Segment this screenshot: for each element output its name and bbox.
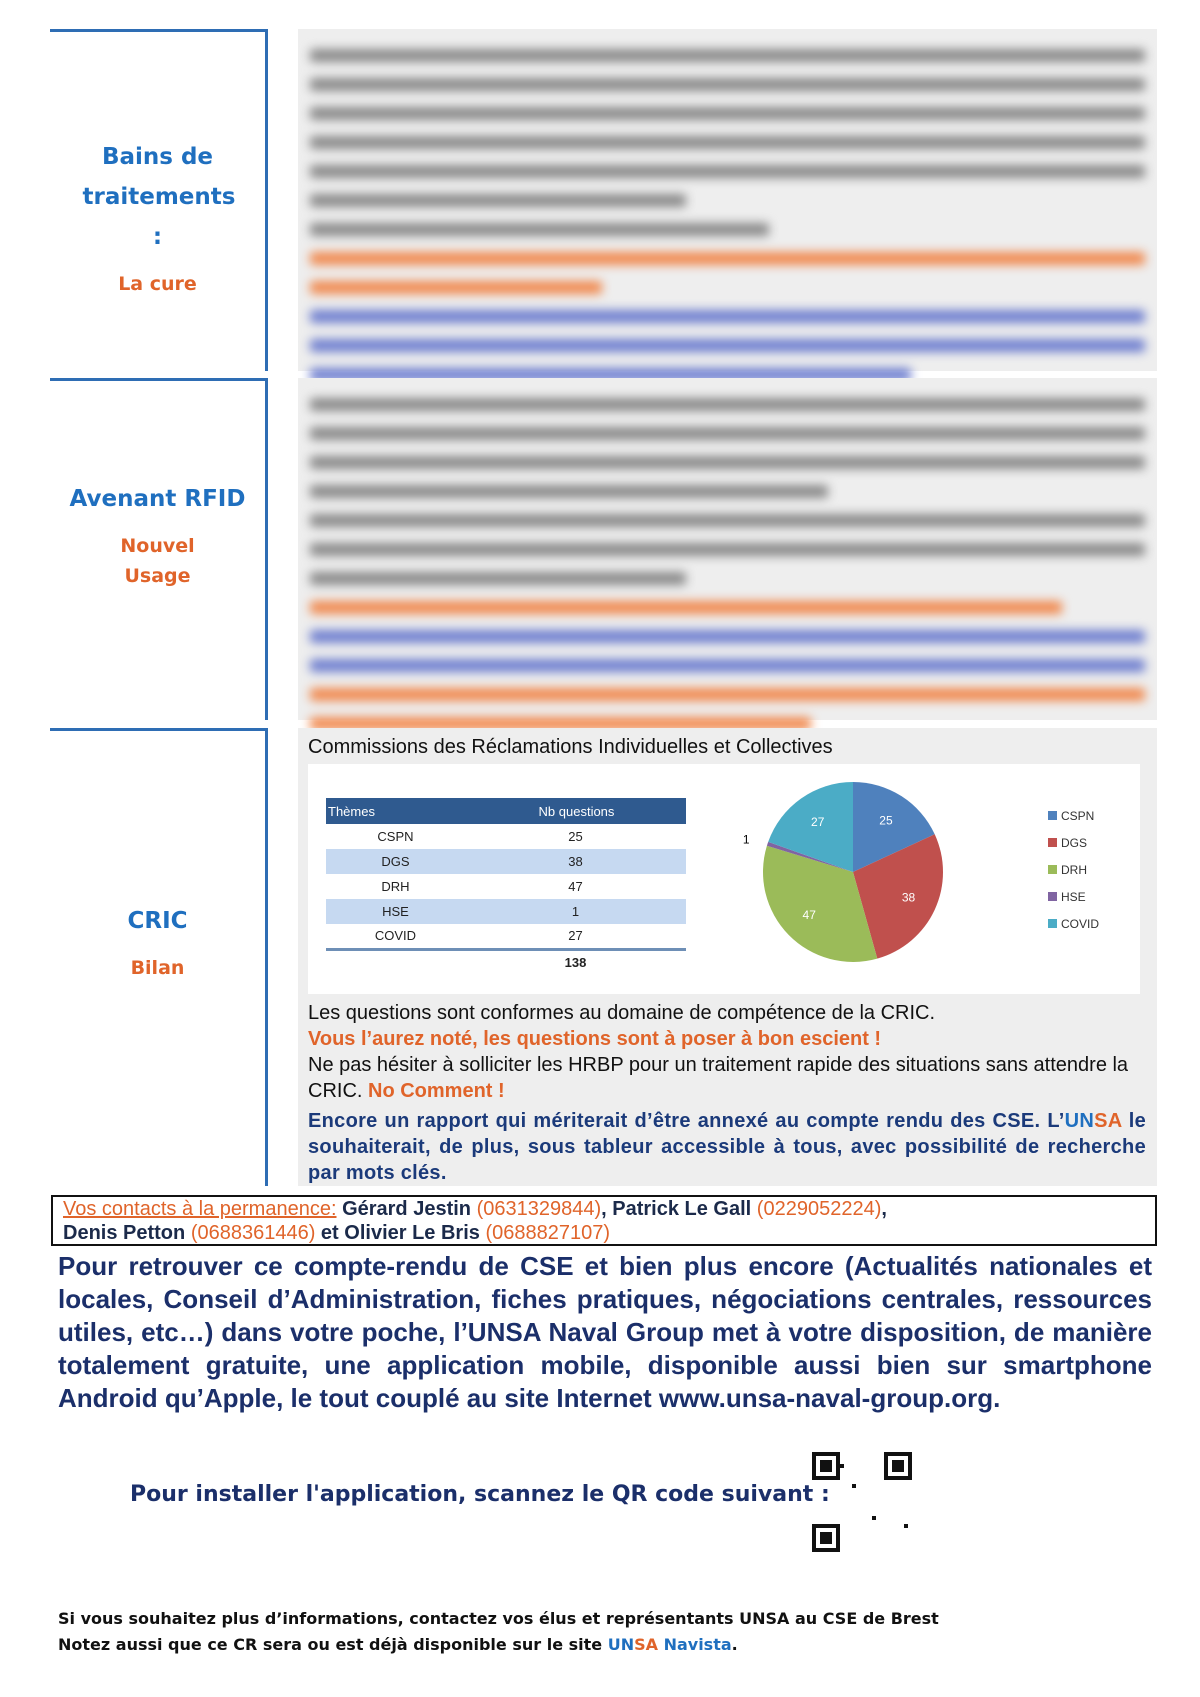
section-subtitle: Nouvel Usage (120, 535, 195, 587)
count-cell: 25 (568, 829, 583, 844)
pie-data-label: 38 (901, 890, 916, 905)
legend-item (1048, 802, 1099, 829)
footer-line1: Si vous souhaitez plus d’informations, contactez vos élus et représentants UNSA au CSE de Brest (58, 1609, 939, 1628)
cric-p1: Les questions sont conformes au domaine de compétence de la CRIC. (308, 1002, 936, 1024)
app-promo-text: Pour retrouver ce compte-rendu de CSE et bien plus encore (Actualités nationales et locales, Conseil d’Administration, fiches pratiques, négociations centrales, ressources utiles, etc…) dans votre poche, l’UNSA Naval Group met à votre disposition, de manière totalement gratuite, une application mobile, disponible aussi bien sur smartphone Android qu’Apple, le tout couplé au site Internet www.unsa-naval-group.org. (58, 1251, 1152, 1413)
legend-item (1048, 829, 1099, 856)
count-cell: 27 (465, 924, 686, 949)
section-subtitle: La cure (118, 273, 197, 295)
cric-p3-text: Ne pas hésiter à solliciter les HRBP pour un traitement rapide des situations sans attendre la CRIC. (308, 1054, 1129, 1102)
cric-p2: Vous l’aurez noté, les questions sont à poser à bon escient ! (308, 1028, 882, 1050)
theme-cell: COVID (326, 924, 465, 949)
cric-p3-nocomment: No Comment ! (368, 1080, 505, 1102)
section-title: Avenant RFID (69, 486, 246, 512)
legend-item (1048, 883, 1099, 910)
cric-p4 (308, 1108, 1146, 1186)
unsa-un: UN (1064, 1110, 1095, 1132)
table-header: Thèmes (326, 798, 465, 824)
contact: Gérard Jestin (0631329844), (342, 1198, 613, 1220)
cric-chart-box (308, 764, 1140, 994)
table-row (326, 849, 686, 874)
section-label-bains (50, 29, 268, 371)
section-title: Bains de traitements : (82, 144, 236, 250)
cric-text (308, 1000, 1146, 1186)
qr-instruction: Pour installer l'application, scannez le QR code suivant : (130, 1482, 830, 1507)
theme-cell: DGS (326, 849, 465, 874)
table-row (326, 899, 686, 924)
legend-swatch (1048, 838, 1057, 847)
count-cell: 47 (568, 879, 583, 894)
footer (58, 1606, 939, 1658)
legend-label: CSPN (1061, 808, 1095, 823)
contact: Olivier Le Bris (0688827107) (344, 1222, 611, 1244)
pie-data-label: 1 (742, 832, 750, 847)
legend-swatch (1048, 811, 1057, 820)
legend-swatch (1048, 865, 1057, 874)
footer-line2: Notez aussi que ce CR sera ou est déjà disponible sur le site UNSA Navista. (58, 1635, 738, 1654)
legend-item (1048, 910, 1099, 937)
pie-chart (638, 764, 1038, 994)
cric-table (326, 798, 686, 974)
theme-cell: CSPN (377, 829, 414, 844)
cric-panel (298, 728, 1157, 1186)
theme-cell: HSE (326, 899, 465, 924)
cric-p4-a: Encore un rapport qui mériterait d’être annexé au compte rendu des CSE. L’ (308, 1110, 1065, 1132)
legend-label: DGS (1061, 835, 1088, 850)
section-title: CRIC (127, 908, 188, 934)
table-row (326, 824, 686, 849)
cric-heading: Commissions des Réclamations Individuelles et Collectives (308, 736, 833, 758)
legend-item (1048, 856, 1099, 883)
qr-code[interactable] (812, 1452, 912, 1552)
total-cell: 138 (564, 954, 587, 970)
section-subtitle: Bilan (130, 957, 185, 979)
cric-p4-b: le souhaiterait, de plus, sous tableur accessible à tous, avec possibilité de recherche par mots clés. (308, 1110, 1146, 1184)
total-row (326, 949, 686, 974)
table-row (326, 924, 686, 949)
contacts-label: Vos contacts à la permanence: (63, 1198, 337, 1220)
contact: Denis Petton (0688361446) et (63, 1222, 345, 1244)
blurred-text (310, 398, 1145, 708)
cric-p3 (308, 1052, 1146, 1104)
blurred-text (310, 49, 1145, 359)
blurred-panel-bains (298, 29, 1157, 371)
legend-swatch (1048, 919, 1057, 928)
pie-data-label: 27 (811, 815, 825, 830)
theme-cell: DRH (381, 879, 410, 894)
legend-label: HSE (1061, 889, 1086, 904)
pie-data-label: 25 (879, 813, 893, 828)
section-label-rfid (50, 378, 268, 720)
contacts-box (51, 1195, 1157, 1246)
legend-label: COVID (1061, 916, 1100, 931)
chart-legend (1048, 802, 1099, 937)
pie-data-label: 47 (802, 907, 816, 922)
blurred-panel-rfid (298, 378, 1157, 720)
table-row (326, 874, 686, 899)
count-cell: 1 (465, 899, 686, 924)
table-header: Nb questions (465, 798, 686, 824)
legend-swatch (1048, 892, 1057, 901)
count-cell: 38 (465, 849, 686, 874)
legend-label: DRH (1061, 862, 1087, 877)
unsa-sa: SA (1094, 1110, 1122, 1132)
section-label-cric (50, 728, 268, 1186)
contact: Patrick Le Gall (0229052224), (612, 1198, 887, 1220)
